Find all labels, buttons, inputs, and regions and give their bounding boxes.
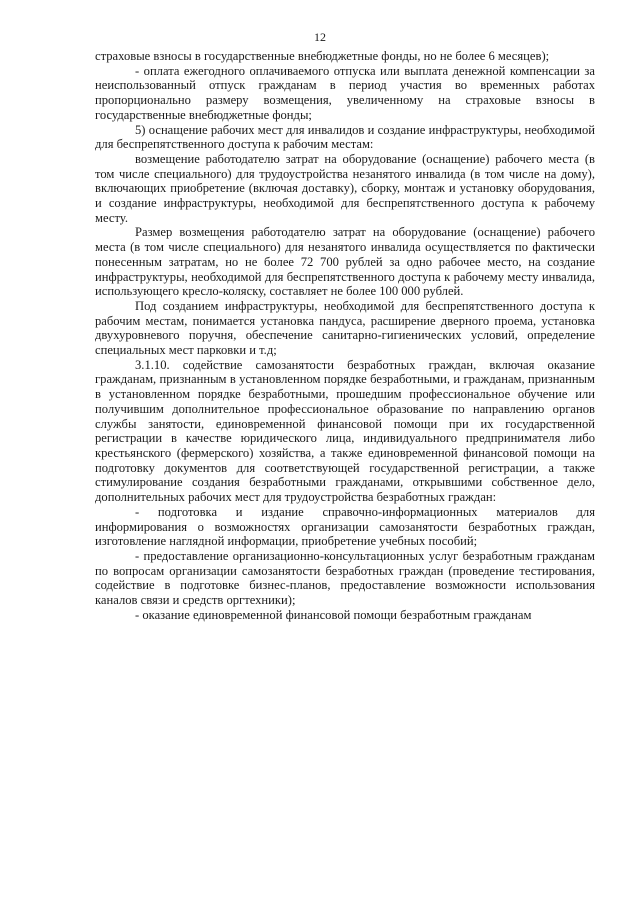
paragraph-9: - предоставление организационно-консультационных услуг безработным гражданам по вопросам организации самозанятости безработных граждан (проведение тестирования, содействие в подготовке бизнес-планов, предоставление возможности использования каналов связи и средств оргтехники); bbox=[95, 548, 595, 608]
paragraph-8: - подготовка и издание справочно-информационных материалов для информирования о возможностях организации самозанятости безработных граждан, изготовление наглядной информации, приобретение учебных пособий; bbox=[95, 504, 595, 549]
paragraph-1: страховые взносы в государственные внебюджетные фонды, но не более 6 месяцев); bbox=[95, 49, 550, 63]
paragraph-10: - оказание единовременной финансовой помощи безработным гражданам bbox=[135, 607, 532, 622]
paragraph-4: возмещение работодателю затрат на оборудование (оснащение) рабочего места (в том числе специального) для трудоустройства незанятого инвалида (в том числе на дому), включающих приобретение (включая доставку), сборку, монтаж и установку оборудования, и создание инфраструктуры, необходимой для беспрепятственного доступа к рабочему месту. bbox=[95, 151, 595, 225]
paragraph-7: 3.1.10. содействие самозанятости безработных граждан, включая оказание гражданам, признанным в установленном порядке безработными, и гражданам, признанным в установленном порядке безработными, прошедшим профессиональное обучение или получившим дополнительное профессиональное образование по направлению органов службы занятости, единовременной финансовой помощи при их государственной регистрации в качестве юридического лица, индивидуального предпринимателя либо крестьянского (фермерского) хозяйства, а также единовременной финансовой помощи на подготовку документов для соответствующей государственной регистрации, а также стимулирование создания безработными гражданами, открывшими собственное дело, дополнительных рабочих мест для трудоустройства безработных граждан: bbox=[95, 357, 595, 505]
body-text bbox=[95, 49, 595, 622]
paragraph-2: - оплата ежегодного оплачиваемого отпуска или выплата денежной компенсации за неиспользованный отпуск гражданам в период участия во временных работах пропорционально размеру возмещения, увеличенному на страховые взносы в государственные внебюджетные фонды; bbox=[95, 63, 595, 122]
paragraph-5: Размер возмещения работодателю затрат на оборудование (оснащение) рабочего места (в том числе специального) для незанятого инвалида осуществляется по фактически понесенным затратам, но не более 72 700 рублей за одно рабочее место, на создание инфраструктуры, необходимой для беспрепятственного доступа к рабочему месту инвалида, использующего кресло-коляску, составляет не более 100 000 рублей. bbox=[95, 225, 595, 299]
paragraph-6: Под созданием инфраструктуры, необходимой для беспрепятственного доступа к рабочим местам, понимается установка пандуса, расширение дверного проема, установка двухуровневого поручня, обеспечение санитарно-гигиенических условий, определение специальных мест парковки и т.д; bbox=[95, 298, 595, 358]
paragraph-3: 5) оснащение рабочих мест для инвалидов и создание инфраструктуры, необходимой для беспрепятственного доступа к рабочим местам: bbox=[95, 122, 595, 152]
page-number: 12 bbox=[314, 30, 326, 44]
